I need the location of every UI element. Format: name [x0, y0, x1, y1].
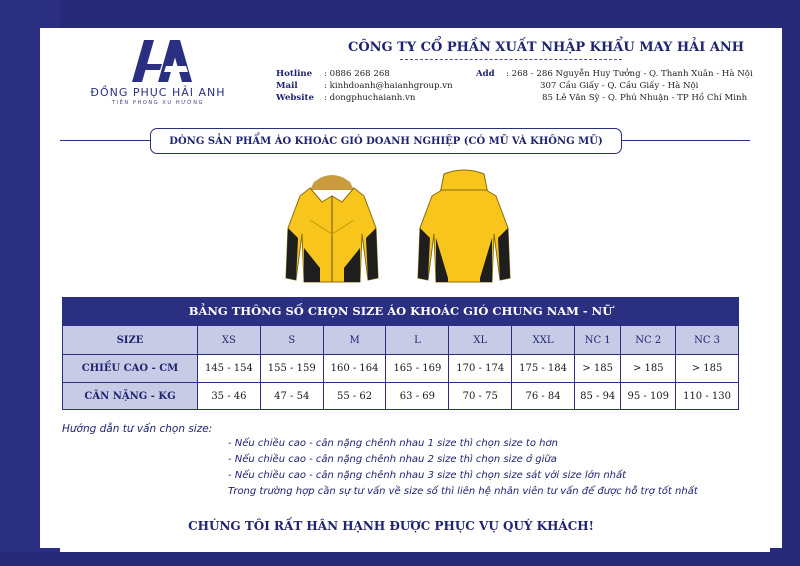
contact-info: [276, 68, 453, 104]
weight-cell: 63 - 69: [386, 383, 449, 410]
size-row-label: SIZE: [63, 326, 198, 355]
closing-message: CHÚNG TÔI RẤT HÂN HẠNH ĐƯỢC PHỤC VỤ QUÝ KHÁCH!: [188, 519, 594, 533]
header-divider: [400, 59, 622, 60]
size-cell: L: [386, 326, 449, 355]
size-cell: XL: [449, 326, 512, 355]
hotline-value: : 0886 268 268: [324, 69, 390, 79]
hotline-label: Hotline: [276, 69, 313, 79]
weight-cell: 70 - 75: [449, 383, 512, 410]
height-cell: > 185: [621, 355, 676, 383]
company-logo: [88, 36, 228, 106]
weight-cell: 35 - 46: [198, 383, 261, 410]
company-name: CÔNG TY CỔ PHẦN XUẤT NHẬP KHẨU MAY HẢI ANH: [348, 40, 745, 55]
address-label: Add: [476, 69, 495, 79]
guide-line: - Nếu chiều cao - cân nặng chênh nhau 2 size thì chọn size ở giữa: [228, 454, 557, 465]
weight-cell: 47 - 54: [260, 383, 323, 410]
product-line-banner: DÒNG SẢN PHẨM ÁO KHOÁC GIÓ DOANH NGHIỆP (CÓ MŨ VÀ KHÔNG MŨ): [150, 128, 622, 154]
frame-bottom-band: [0, 552, 800, 566]
ha-logo-icon: [122, 36, 194, 84]
mail-value: : kinhdoanh@haianhgroup.vn: [324, 81, 453, 91]
size-cell: S: [260, 326, 323, 355]
address-info: [476, 68, 753, 104]
jacket-back-icon: [412, 168, 516, 288]
jacket-front-icon: [280, 168, 384, 288]
size-cell: XXL: [512, 326, 575, 355]
height-row-label: CHIỀU CAO - CM: [63, 355, 198, 383]
guide-line: - Nếu chiều cao - cân nặng chênh nhau 3 size thì chọn size sát với size lớn nhất: [228, 470, 627, 481]
size-cell: XS: [198, 326, 261, 355]
weight-cell: 85 - 94: [574, 383, 620, 410]
address-line-1: : 268 - 286 Nguyễn Huy Tưởng - Q. Thanh Xuân - Hà Nội: [506, 69, 753, 79]
frame-top-band: [0, 0, 800, 30]
height-row: [63, 355, 739, 383]
address-line-3: 85 Lê Văn Sỹ - Q. Phú Nhuận - TP Hồ Chí Minh: [542, 93, 748, 103]
height-cell: 145 - 154: [198, 355, 261, 383]
size-cell: NC 3: [676, 326, 739, 355]
website-value: : dongphuchaianh.vn: [324, 93, 416, 103]
height-cell: 170 - 174: [449, 355, 512, 383]
height-cell: 165 - 169: [386, 355, 449, 383]
height-cell: 155 - 159: [260, 355, 323, 383]
logo-brand-name: ĐỒNG PHỤC HẢI ANH: [90, 86, 226, 99]
height-cell: 160 - 164: [323, 355, 386, 383]
height-cell: > 185: [676, 355, 739, 383]
address-line-2: 307 Cầu Giấy - Q. Cầu Giấy - Hà Nội: [540, 81, 699, 91]
guide-title: Hướng dẫn tư vấn chọn size:: [62, 423, 213, 435]
height-cell: 175 - 184: [512, 355, 575, 383]
logo-tagline: TIÊN PHONG XU HƯỚNG: [111, 100, 205, 106]
weight-cell: 110 - 130: [676, 383, 739, 410]
size-table-title: BẢNG THÔNG SỐ CHỌN SIZE ÁO KHOÁC GIÓ CHUNG NAM - NỮ: [62, 297, 739, 325]
weight-cell: 95 - 109: [621, 383, 676, 410]
weight-cell: 76 - 84: [512, 383, 575, 410]
size-cell: M: [323, 326, 386, 355]
size-table: [62, 325, 739, 410]
height-cell: > 185: [574, 355, 620, 383]
guide-line: Trong trường hợp cần sự tư vấn về size số thì liên hệ nhân viên tư vấn để được hỗ trợ tốt nhất: [228, 486, 698, 497]
weight-row-label: CÂN NẶNG - KG: [63, 383, 198, 410]
guide-line: - Nếu chiều cao - cân nặng chênh nhau 1 size thì chọn size to hơn: [228, 438, 558, 449]
weight-cell: 55 - 62: [323, 383, 386, 410]
size-row: [63, 326, 739, 355]
size-cell: NC 2: [621, 326, 676, 355]
website-label: Website: [276, 93, 314, 103]
weight-row: [63, 383, 739, 410]
mail-label: Mail: [276, 81, 298, 91]
size-cell: NC 1: [574, 326, 620, 355]
